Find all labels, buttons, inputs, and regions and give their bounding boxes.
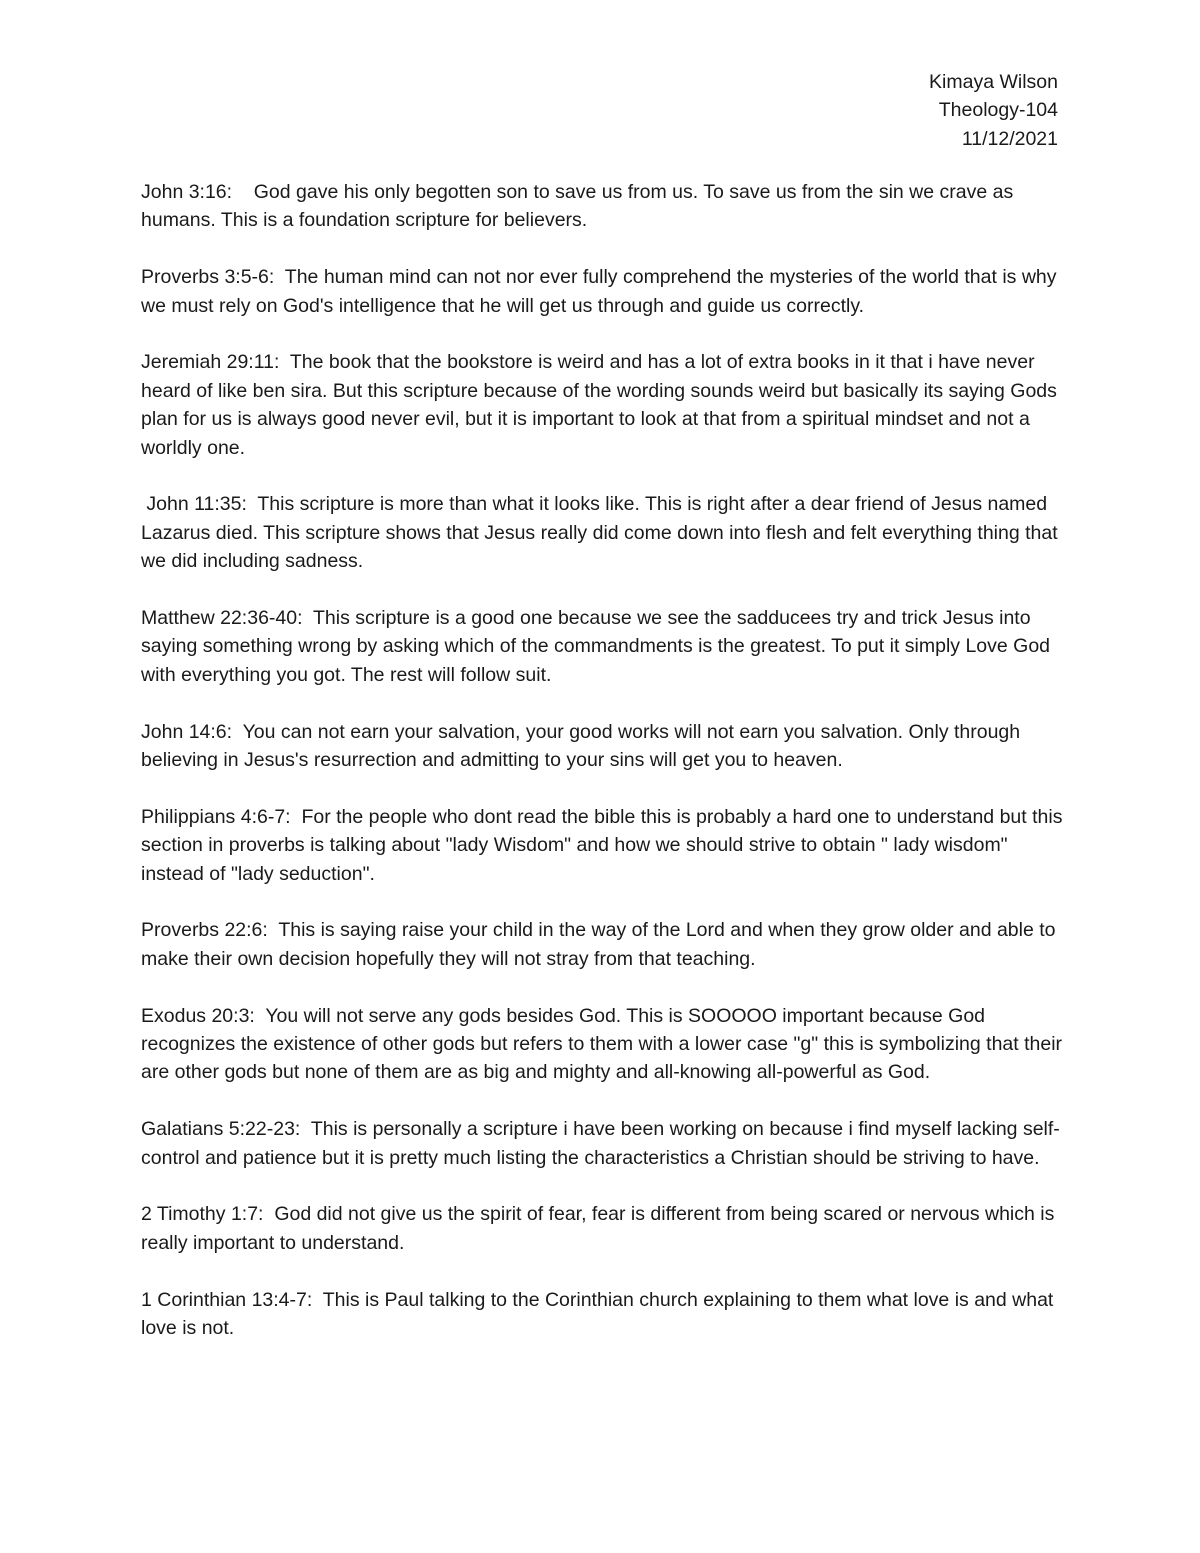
scripture-entry [141,916,1063,973]
scripture-reference: 1 Corinthian 13:4-7: [141,1288,323,1311]
author-name: Kimaya Wilson [929,71,1058,93]
scripture-entry [141,718,1063,775]
scripture-entry [141,1002,1063,1087]
scripture-commentary: God did not give us the spirit of fear, fear is different from being scared or nervous which is really important to understand. [141,1203,1055,1254]
scripture-commentary: This is personally a scripture i have been working on because i find myself lacking self-control and patience but it is pretty much listing the characteristics a Christian should be striving to have. [141,1118,1060,1169]
scripture-entry [141,178,1063,235]
scripture-entry [141,1200,1063,1257]
scripture-commentary: You will not serve any gods besides God. This is SOOOOO important because God recognizes the existence of other gods but refers to them with a lower case "g" this is symbolizing that their are other gods but none of them are as big and mighty and all-knowing all-powerful as God. [141,1004,1063,1084]
scripture-commentary: For the people who dont read the bible this is probably a hard one to understand but this section in proverbs is talking about "lady Wisdom" and how we should strive to obtain " lady wisdom" instead of "lady seduction". [141,805,1063,885]
scripture-reference: John 11:35: [141,493,258,516]
document-date: 11/12/2021 [961,127,1058,150]
scripture-commentary: God gave his only begotten son to save us from us. To save us from the sin we crave as humans. This is a foundation scripture for believers. [141,181,1014,232]
scripture-entry [141,1115,1063,1172]
scripture-commentary: The human mind can not nor ever fully comprehend the mysteries of the world that is why we must rely on God's intelligence that he will get us through and guide us correctly. [141,266,1057,317]
scripture-entry [141,263,1063,320]
scripture-reference: Proverbs 22:6: [141,919,279,942]
scripture-reference: Philippians 4:6-7: [141,805,302,828]
course-name: Theology-104 [938,99,1058,122]
scripture-reference: 2 Timothy 1:7: [141,1203,275,1226]
scripture-reference: Jeremiah 29:11: [141,351,290,374]
scripture-commentary: This scripture is more than what it looks like. This is right after a dear friend of Jesus named Lazarus died. This scripture shows that Jesus really did come down into flesh and felt everything thing that we did including sadness. [141,493,1058,573]
scripture-reference: John 3:16: [141,181,254,203]
scripture-reference: Exodus 20:3: [141,1004,266,1027]
document-header [929,68,1058,153]
scripture-reference: Matthew 22:36-40: [141,607,313,630]
scripture-entry [141,490,1063,575]
scripture-commentary: This is saying raise your child in the way of the Lord and when they grow older and able to make their own decision hopefully they will not stray from that teaching. [141,919,1056,970]
scripture-commentary: This is Paul talking to the Corinthian church explaining to them what love is and what love is not. [141,1288,1054,1340]
scripture-entry [141,604,1063,689]
scripture-entry [141,803,1063,888]
scripture-commentary: You can not earn your salvation, your good works will not earn you salvation. Only through believing in Jesus's resurrection and admitting to your sins will get you to heaven. [141,720,1021,772]
scripture-reference: John 14:6: [141,720,243,743]
scripture-entry [141,1286,1063,1343]
scripture-commentary: This scripture is a good one because we see the sadducees try and trick Jesus into saying something wrong by asking which of the commandments is the greatest. To put it simply Love God with everything you got. The rest will follow suit. [141,607,1051,686]
scripture-reference: Galatians 5:22-23: [141,1118,311,1141]
document-body [141,178,1063,1371]
scripture-commentary: The book that the bookstore is weird and has a lot of extra books in it that i have never heard of like ben sira. But this scripture because of the wording sounds weird but basically its saying Gods plan for us is always good never evil, but it is important to look at that from a spiritual mindset and not a worldly one. [141,351,1057,459]
scripture-reference: Proverbs 3:5-6: [141,266,285,289]
scripture-entry [141,348,1063,462]
